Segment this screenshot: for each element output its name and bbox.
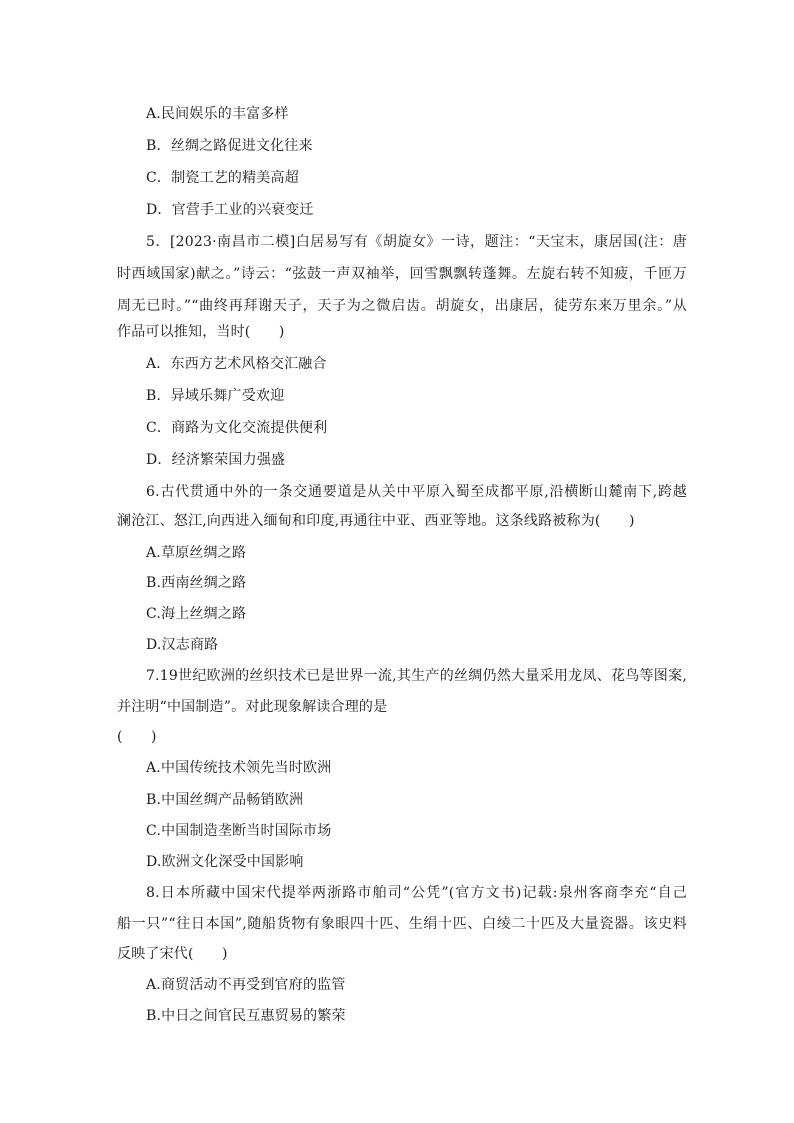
q8-option-a: A.商贸活动不再受到官府的监管 <box>146 977 346 993</box>
q5-option-a: A．东西方艺术风格交汇融合 <box>146 356 327 372</box>
q7-option-a: A.中国传统技术领先当时欧洲 <box>146 760 332 776</box>
q7-option-d: D.欧洲文化深受中国影响 <box>146 854 304 870</box>
q8-stem-line-1: 8.日本所藏中国宋代提举两浙路市舶司“公凭”(官方文书)记载:泉州客商李充“自己 <box>146 885 687 901</box>
q6-option-a: A.草原丝绸之路 <box>146 545 247 561</box>
q5-stem-line-1: 5．[2023·南昌市二模]白居易写有《胡旋女》一诗，题注：“天宝末，康居国(注：唐 <box>146 234 687 250</box>
q6-option-d: D.汉志商路 <box>146 637 219 653</box>
q5-option-d: D．经济繁荣国力强盛 <box>146 452 286 468</box>
q7-stem-line-2: 并注明“中国制造”。对此现象解读合理的是 <box>117 699 388 715</box>
q5-option-c: C．商路为文化交流提供便利 <box>146 420 328 436</box>
q6-stem-line-1: 6.古代贯通中外的一条交通要道是从关中平原入蜀至成都平原,沿横断山麓南下,跨越 <box>146 484 687 500</box>
q7-stem-line-3: ( ) <box>117 729 157 745</box>
q6-stem-line-2: 澜沧江、怒江,向西进入缅甸和印度,再通往中亚、西亚等地。这条线路被称为( ) <box>117 513 635 529</box>
q5-option-b: B．异域乐舞广受欢迎 <box>146 388 285 404</box>
q4-option-b: B．丝绸之路促进文化往来 <box>146 138 313 154</box>
q6-option-c: C.海上丝绸之路 <box>146 606 247 622</box>
q7-option-c: C.中国制造垄断当时国际市场 <box>146 823 332 839</box>
q4-option-a: A.民间娱乐的丰富多样 <box>146 106 289 122</box>
q7-stem-line-1: 7.19世纪欧洲的丝织技术已是世界一流,其生产的丝绸仍然大量采用龙凤、花鸟等图案, <box>146 668 687 684</box>
q8-stem-line-2: 船一只”“往日本国”,随船货物有象眼四十匹、生绢十匹、白绫二十匹及大量瓷器。该史料 <box>117 916 687 932</box>
q6-option-b: B.西南丝绸之路 <box>146 575 247 591</box>
q4-option-d: D．官营手工业的兴衰变迁 <box>146 202 314 218</box>
q5-stem-line-2: 时西域国家)献之。”诗云：“弦鼓一声双袖举，回雪飘飘转蓬舞。左旋右转不知疲，千匝万 <box>117 266 687 282</box>
q7-option-b: B.中国丝绸产品畅销欧洲 <box>146 792 304 808</box>
q8-stem-line-3: 反映了宋代( ) <box>117 946 228 962</box>
q5-stem-line-4: 作品可以推知，当时( ) <box>117 324 285 340</box>
q8-option-b: B.中日之间官民互惠贸易的繁荣 <box>146 1008 346 1024</box>
q5-stem-line-3: 周无已时。”“曲终再拜谢天子，天子为之微启齿。胡旋女，出康居，徒劳东来万里余。”从 <box>117 298 687 314</box>
q4-option-c: C．制瓷工艺的精美高超 <box>146 170 299 186</box>
